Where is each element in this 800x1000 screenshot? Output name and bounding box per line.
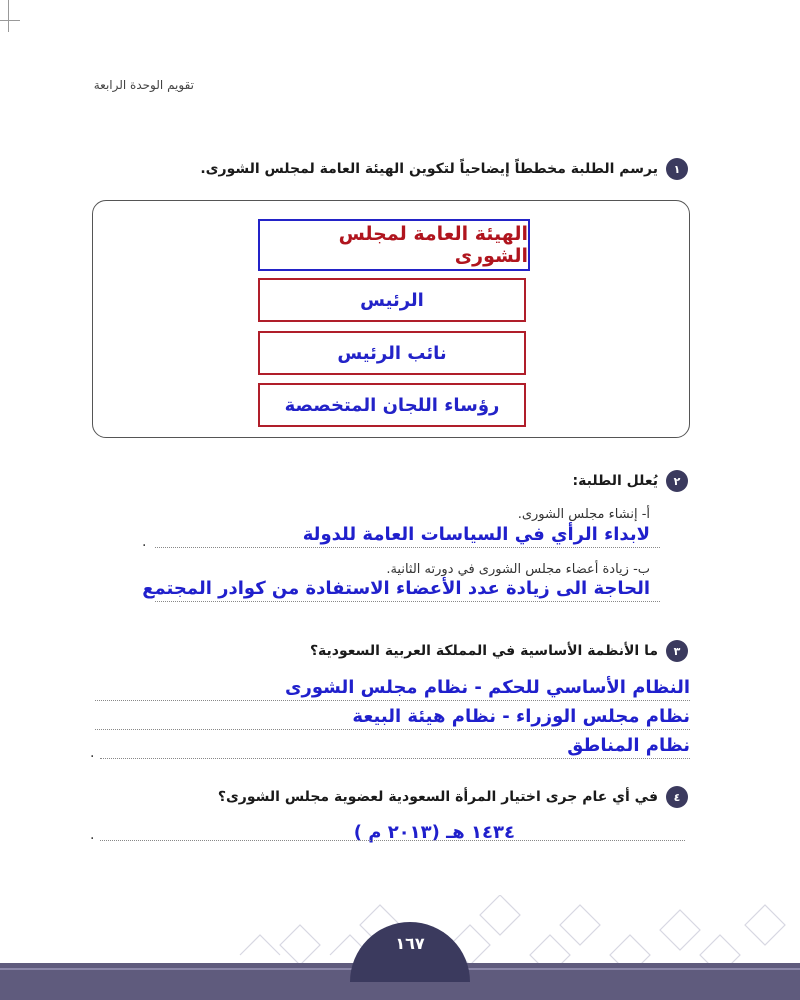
crop-mark [8,0,9,32]
question-text: ما الأنظمة الأساسية في المملكة العربية السعودية؟ [309,643,658,659]
question-number-badge: ٤ [666,786,688,808]
question-text: في أي عام جرى اختيار المرأة السعودية لعضوية مجلس الشورى؟ [217,789,658,805]
question-2b-answer: الحاجة الى زيادة عدد الأعضاء الاستفادة من كوادر المجتمع [142,578,650,599]
answer-line [95,729,690,730]
crop-mark [0,20,20,21]
question-1 [200,158,688,180]
line-end-dot: . [90,745,95,761]
question-number-badge: ٣ [666,640,688,662]
answer-line [155,601,660,602]
line-end-dot: . [142,534,147,550]
question-3 [310,640,688,662]
question-text: يُعلل الطلبة: [572,473,658,489]
diagram-main-box: الهيئة العامة لمجلس الشورى [258,219,530,271]
answer-line [100,840,685,841]
answer-line [95,700,690,701]
question-text: يرسم الطلبة مخططاً إيضاحياً لتكوين الهيئة العامة لمجلس الشورى. [200,161,658,177]
question-3-answer-line-1: النظام الأساسي للحكم - نظام مجلس الشورى [285,677,690,698]
question-number-badge: ١ [666,158,688,180]
question-3-answer-line-2: نظام مجلس الوزراء - نظام هيئة البيعة [352,706,690,727]
question-2a-prompt: أ- إنشاء مجلس الشورى. [517,507,650,522]
unit-title: تقويم الوحدة الرابعة [93,78,194,92]
question-2b-prompt: ب- زيادة أعضاء مجلس الشورى في دورته الثانية. [386,562,650,577]
answer-line [100,758,690,759]
diagram-item-committee-heads: رؤساء اللجان المتخصصة [258,383,526,427]
answer-line [155,547,660,548]
question-4 [218,786,688,808]
question-4-answer: ١٤٣٤ هـ (٢٠١٣ م ) [353,822,515,843]
diagram-item-president: الرئيس [258,278,526,322]
line-end-dot: . [90,827,95,843]
diagram-item-vice-president: نائب الرئيس [258,331,526,375]
page-number: ١٦٧ [395,934,425,953]
question-2 [573,470,688,492]
question-3-answer-line-3: نظام المناطق [567,735,690,756]
question-number-badge: ٢ [666,470,688,492]
question-2a-answer: لابداء الرأي في السياسات العامة للدولة [302,524,650,545]
